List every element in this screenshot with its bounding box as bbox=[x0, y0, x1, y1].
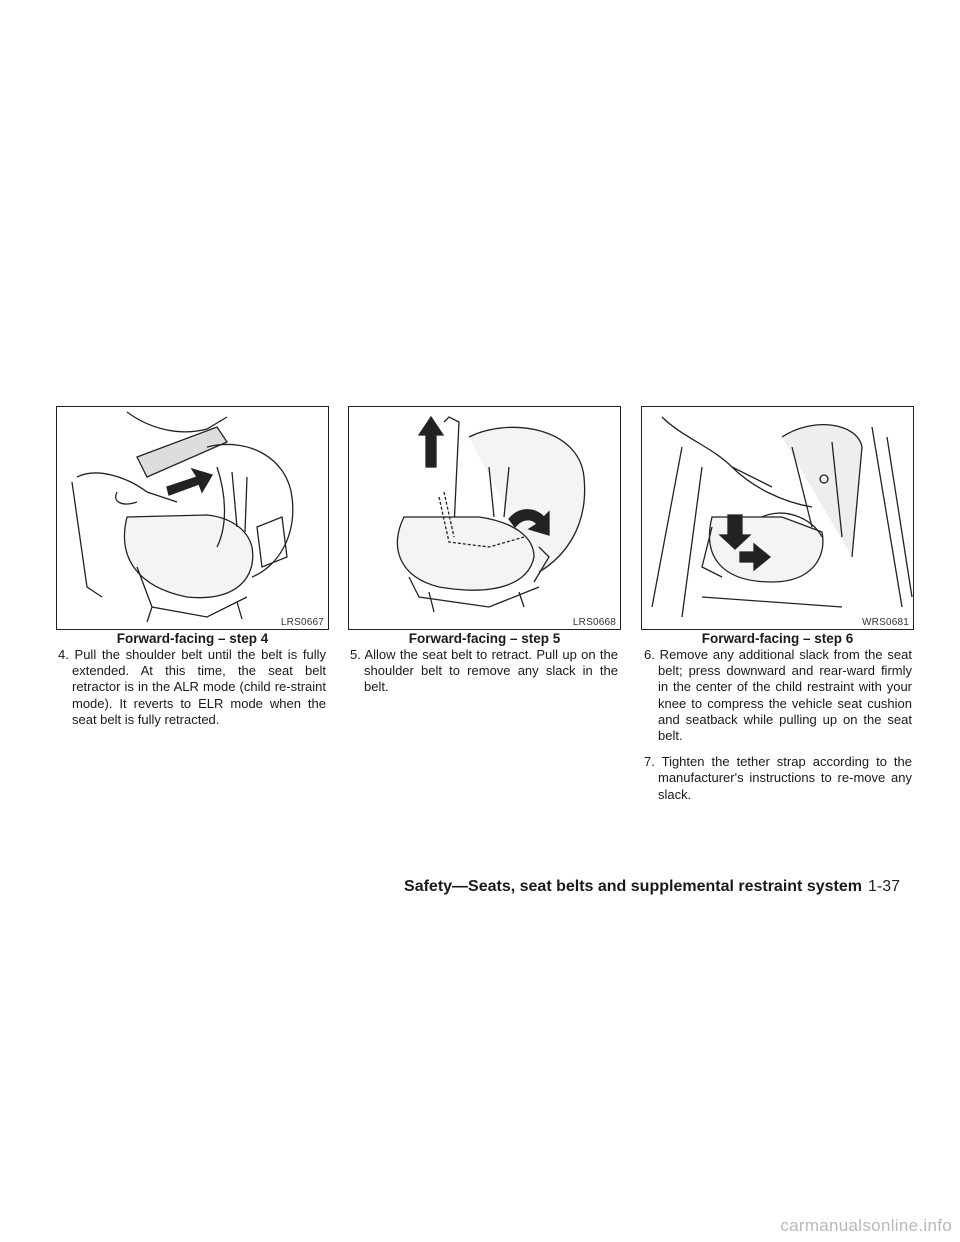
child-seat-illustration-step-5 bbox=[349, 407, 621, 630]
step-text: 6. Remove any additional slack from the seat belt; press downward and rear-ward firmly in the center of the child restraint with your knee to compress the vehicle seat cushion and seatback while pulling up on the seat belt. bbox=[644, 647, 912, 744]
section-title: Safety—Seats, seat belts and supplemental restraint system bbox=[404, 878, 862, 895]
figure-step-6 bbox=[641, 406, 914, 630]
figure-step-4 bbox=[56, 406, 329, 630]
figure-caption: Forward-facing – step 5 bbox=[408, 631, 561, 646]
figure-step-5 bbox=[348, 406, 621, 630]
step-text: 4. Pull the shoulder belt until the belt is fully extended. At this time, the seat belt retractor is in the ALR mode (child re-straint mode). It reverts to ELR mode when the seat belt is fully retracted. bbox=[58, 647, 326, 727]
figure-caption: Forward-facing – step 4 bbox=[116, 631, 269, 646]
child-seat-illustration-step-4 bbox=[57, 407, 329, 630]
page-footer bbox=[404, 878, 900, 896]
steps-column-1 bbox=[48, 647, 326, 738]
figure-caption: Forward-facing – step 6 bbox=[701, 631, 854, 646]
figure-code: LRS0667 bbox=[280, 617, 324, 628]
child-seat-illustration-step-6 bbox=[642, 407, 914, 630]
steps-column-3 bbox=[634, 647, 912, 813]
figure-code: WRS0681 bbox=[862, 617, 909, 628]
page-number: 1-37 bbox=[867, 878, 900, 895]
step-text: 5. Allow the seat belt to retract. Pull up on the shoulder belt to remove any slack in the belt. bbox=[350, 647, 618, 695]
step-text: 7. Tighten the tether strap according to the manufacturer's instructions to re-move any slack. bbox=[644, 754, 912, 802]
watermark-text: carmanualsonline.info bbox=[780, 1216, 952, 1235]
figure-code: LRS0668 bbox=[572, 617, 616, 628]
steps-column-2 bbox=[340, 647, 618, 706]
